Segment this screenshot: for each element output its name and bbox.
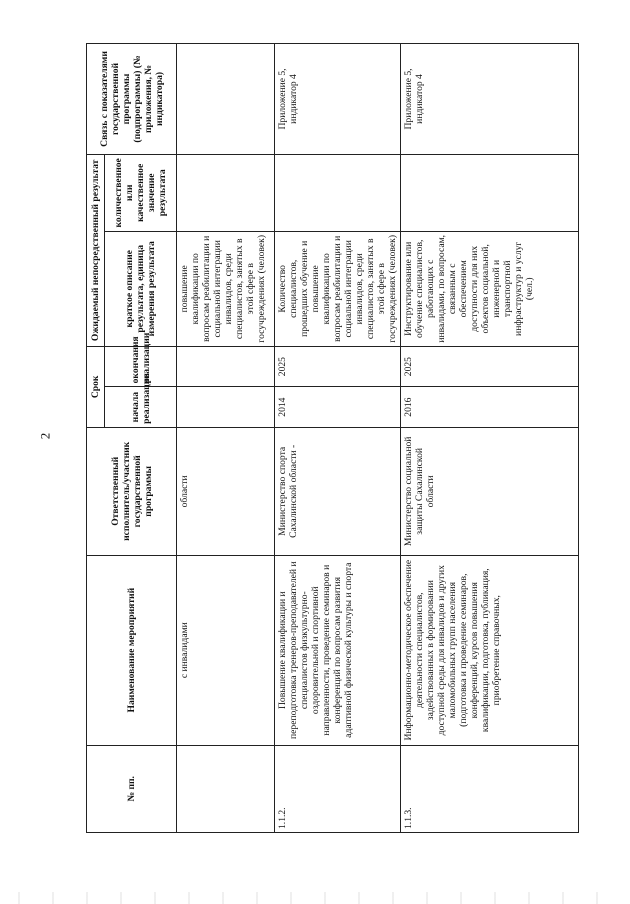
cell-desc: Количество специалистов, прошедших обучение и повышение квалификации по вопросам реабилитации и социальной интеграции инвалидов, среди специалистов, занятых в этой сфере в госучреждениях (человек) bbox=[275, 231, 401, 346]
cell-desc: Инструктирование или обучение специалистов, работающих с инвалидами, по вопросам, связанным с обеспечением доступности для них объектов социальной, инженерной и транспортной инфраструктур и услуг (чел.) bbox=[401, 231, 579, 346]
cell-qty bbox=[275, 154, 401, 231]
cell-start bbox=[177, 387, 275, 428]
cell-qty bbox=[177, 154, 275, 231]
header-term-start: начала реализации bbox=[105, 387, 177, 428]
cell-qty bbox=[401, 154, 579, 231]
cell-link: Приложение 5, индикатор 4 bbox=[275, 44, 401, 155]
cell-num: 1.1.2. bbox=[275, 745, 401, 832]
header-num: № пп. bbox=[87, 745, 177, 832]
header-result: Ожидаемый непосредственный результат bbox=[87, 154, 105, 346]
header-result-desc: краткое описание результата, единица измерения результата bbox=[105, 231, 177, 346]
cell-name: с инвалидами bbox=[177, 555, 275, 745]
cell-end bbox=[177, 346, 275, 387]
cell-name: Повышение квалификации и переподготовка тренеров-преподавателей и специалистов физкультурно-оздоровительной и спортивной направленности, проведение семинаров и конференций по вопросам развития адаптивной физической культуры и спорта bbox=[275, 555, 401, 745]
cell-num: 1.1.3. bbox=[401, 745, 579, 832]
header-result-qty: количественное или качественное значение результата bbox=[105, 154, 177, 231]
cell-link: Приложение 5, индикатор 4 bbox=[401, 44, 579, 155]
cell-link bbox=[177, 44, 275, 155]
table-row bbox=[275, 44, 401, 833]
table-row bbox=[401, 44, 579, 833]
cell-desc: повышение квалификации по вопросам реабилитации и социальной интеграции инвалидов, среди специалистов, занятых в этой сфере в госучреждениях (человек) bbox=[177, 231, 275, 346]
cell-name: Информационно-методическое обеспечение деятельности специалистов, задействованных в формировании доступной среды для инвалидов и других маломобильных групп населения (подготовка и проведение семинаров, конференций, курсов повышения квалификации, подготовка, публикация, приобретение справочных, bbox=[401, 555, 579, 745]
program-activities-table bbox=[86, 43, 579, 833]
cell-executor: области bbox=[177, 427, 275, 555]
cell-start: 2016 bbox=[401, 387, 579, 428]
page-number: 2 bbox=[37, 432, 53, 440]
table-row bbox=[177, 44, 275, 833]
cell-executor: Министерство социальной защиты Сахалинской области bbox=[401, 427, 579, 555]
cell-end: 2025 bbox=[275, 346, 401, 387]
header-term: Срок bbox=[87, 346, 105, 427]
program-table-rotated bbox=[86, 43, 578, 833]
header-executor: Ответственный исполнитель/участник государственной программы bbox=[87, 427, 177, 555]
cell-end: 2025 bbox=[401, 346, 579, 387]
scan-artifact-strip bbox=[0, 892, 630, 904]
header-name: Наименование мероприятий bbox=[87, 555, 177, 745]
cell-start: 2014 bbox=[275, 387, 401, 428]
header-link: Связь с показателями государственной программы (подпрограммы) (№ приложения, № индикатора) bbox=[87, 44, 177, 155]
cell-num bbox=[177, 745, 275, 832]
header-term-end: окончания реализации bbox=[105, 346, 177, 387]
cell-executor: Министерство спорта Сахалинской области - bbox=[275, 427, 401, 555]
